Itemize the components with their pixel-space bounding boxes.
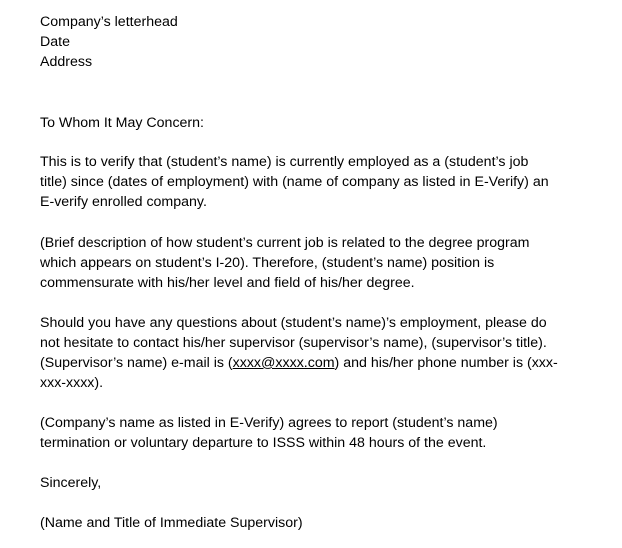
paragraph1-line2: title) since (dates of employment) with (name of company as listed in E-Verify) an bbox=[40, 174, 549, 190]
paragraph4-line2: termination or voluntary departure to ISSS within 48 hours of the event. bbox=[40, 435, 487, 451]
email-link[interactable]: xxxx@xxxx.com bbox=[232, 355, 335, 371]
paragraph1-line1: This is to verify that (student’s name) is currently employed as a (student’s job bbox=[40, 154, 529, 170]
closing: Sincerely, bbox=[40, 475, 102, 491]
date-line: Date bbox=[40, 34, 70, 50]
paragraph3-line2: not hesitate to contact his/her supervisor (supervisor’s name), (supervisor’s title). bbox=[40, 335, 547, 351]
paragraph3-line3-after: ) and his/her phone number is (xxx- bbox=[334, 355, 558, 371]
paragraph3-line1: Should you have any questions about (student’s name)’s employment, please do bbox=[40, 315, 547, 331]
salutation: To Whom It May Concern: bbox=[40, 115, 204, 131]
paragraph3-line3 bbox=[40, 353, 558, 373]
address-line: Address bbox=[40, 54, 93, 70]
paragraph4-line1: (Company’s name as listed in E-Verify) agrees to report (student’s name) bbox=[40, 415, 498, 431]
paragraph1-line3: E-verify enrolled company. bbox=[40, 194, 207, 210]
signature-line: (Name and Title of Immediate Supervisor) bbox=[40, 515, 303, 531]
paragraph3-line3-before: (Supervisor’s name) e-mail is ( bbox=[40, 355, 233, 371]
paragraph2-line1: (Brief description of how student’s current job is related to the degree program bbox=[40, 235, 530, 251]
letterhead-line: Company’s letterhead bbox=[40, 14, 178, 30]
paragraph2-line3: commensurate with his/her level and field of his/her degree. bbox=[40, 275, 415, 291]
paragraph3-line4: xxx-xxxx). bbox=[40, 375, 104, 391]
paragraph2-line2: which appears on student’s I-20). Therefore, (student’s name) position is bbox=[40, 255, 495, 271]
